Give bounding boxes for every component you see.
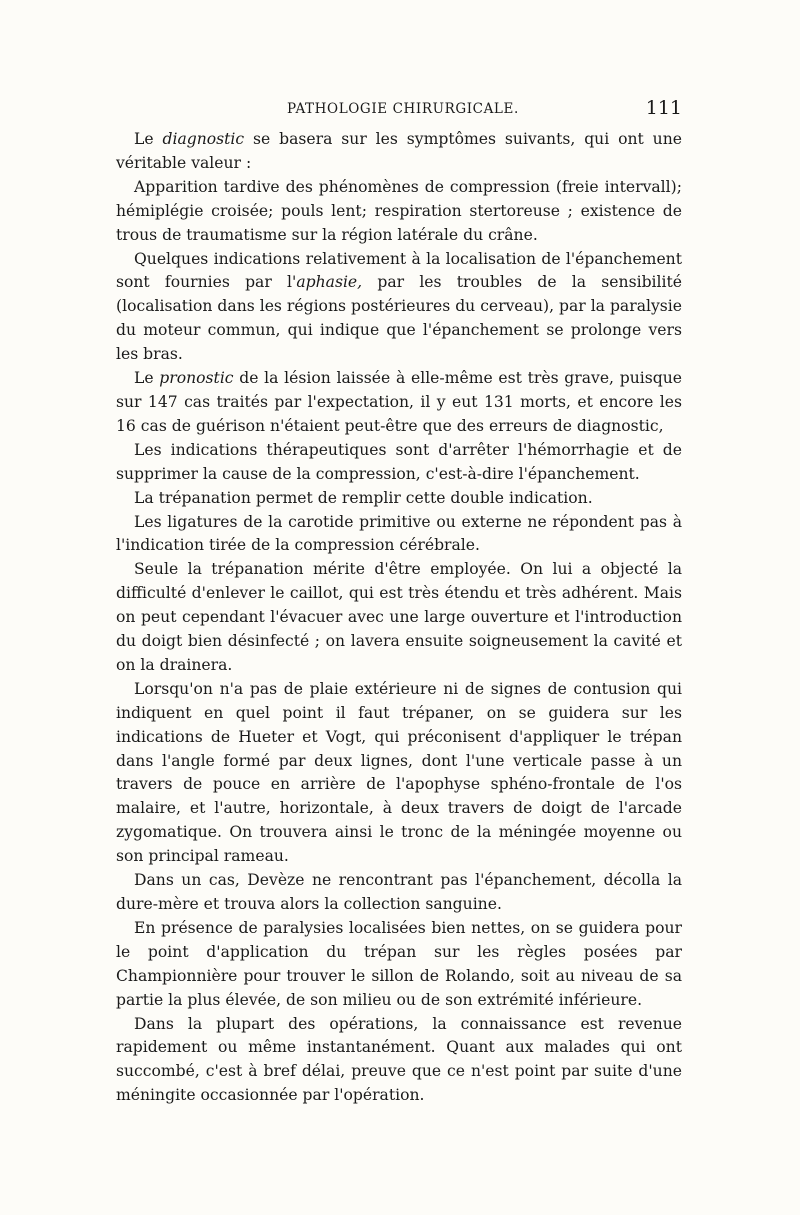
emphasis: aphasie, bbox=[296, 273, 363, 292]
paragraph: Le pronostic de la lésion laissée à elle-même est très grave, puisque sur 147 cas traités par l'expectation, il y eut 131 morts, et encore les 16 cas de guérison n'étaient peut-être que des erreurs de diagnostic, bbox=[116, 369, 682, 435]
paragraph: Le diagnostic se basera sur les symptômes suivants, qui ont une véritable valeur : bbox=[116, 130, 682, 172]
page-number: 111 bbox=[645, 97, 682, 119]
paragraph: Apparition tardive des phénomènes de compression (freie intervall); hémiplégie croisée; pouls lent; respiration stertoreuse ; existence de trous de traumatisme sur la région latérale du crâne. bbox=[116, 177, 682, 244]
running-header bbox=[116, 97, 682, 123]
paragraph: Lorsqu'on n'a pas de plaie extérieure ni de signes de contusion qui indiquent en quel point il faut trépaner, on se guidera sur les indications de Hueter et Vogt, qui préconisent d'appliquer le trépan dans l'angle formé par deux lignes, dont l'une verticale passe à un travers de pouce en arrière de l'apophyse sphéno-frontale de l'os malaire, et l'autre, horizontale, à deux travers de doigt de l'arcade zygomatique. On trouvera ainsi le tronc de la méningée moyenne ou son principal rameau. bbox=[116, 679, 682, 866]
emphasis: pronostic bbox=[159, 369, 234, 388]
paragraph: Dans la plupart des opérations, la connaissance est revenue rapidement ou même instantanément. Quant aux malades qui ont succombé, c'est à bref délai, preuve que ce n'est point par suite d'une méningite occasionnée par l'opération. bbox=[116, 1014, 682, 1105]
running-title: PATHOLOGIE CHIRURGICALE. bbox=[287, 101, 519, 117]
paragraph: Quelques indications relativement à la localisation de l'épanchement sont fournies par l'aphasie, par les troubles de la sensibilité (localisation dans les régions postérieures du cerveau), par la paralysie du moteur commun, qui indique que l'épanchement se prolonge vers les bras. bbox=[116, 249, 683, 364]
paragraph: Dans un cas, Devèze ne rencontrant pas l'épanchement, décolla la dure-mère et trouva alors la collection sanguine. bbox=[116, 871, 682, 913]
body-text bbox=[116, 128, 682, 1108]
paragraph: Seule la trépanation mérite d'être employée. On lui a objecté la difficulté d'enlever le caillot, qui est très étendu et très adhérent. Mais on peut cependant l'évacuer avec une large ouverture et l'introduction du doigt bien désinfecté ; on lavera ensuite soigneusement la cavité et on la drainera. bbox=[116, 560, 682, 674]
paragraph: En présence de paralysies localisées bien nettes, on se guidera pour le point d'application du trépan sur les règles posées par Championnière pour trouver le sillon de Rolando, soit au niveau de sa partie la plus élevée, de son milieu ou de son extrémité inférieure. bbox=[116, 918, 682, 1009]
paragraph: Les indications thérapeutiques sont d'arrêter l'hémorrhagie et de supprimer la cause de la compression, c'est-à-dire l'épanchement. bbox=[116, 440, 682, 483]
paragraph: La trépanation permet de remplir cette double indication. bbox=[134, 488, 593, 507]
paragraph: Les ligatures de la carotide primitive ou externe ne répondent pas à l'indication tirée de la compression cérébrale. bbox=[116, 512, 682, 555]
emphasis: diagnostic bbox=[162, 130, 245, 148]
